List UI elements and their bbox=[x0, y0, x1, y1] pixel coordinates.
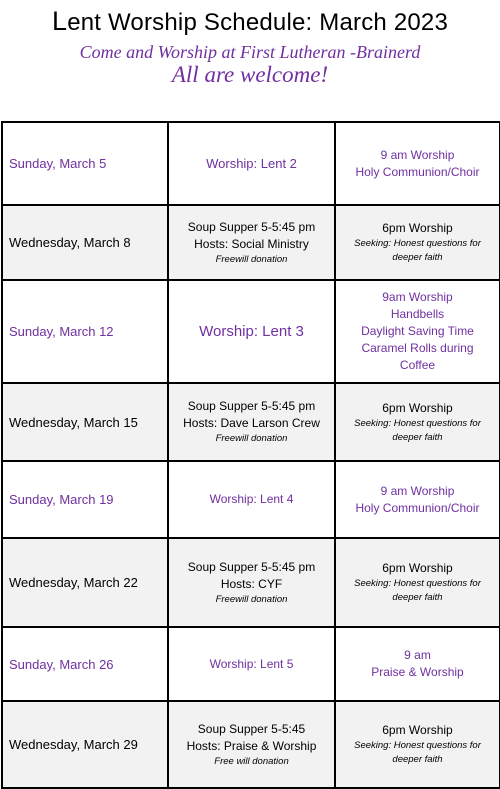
detail-line: 6pm Worship bbox=[382, 561, 453, 575]
schedule-date: Sunday, March 5 bbox=[2, 122, 168, 205]
schedule-row bbox=[2, 701, 500, 788]
schedule-event bbox=[168, 122, 335, 205]
detail-note: Seeking: Honest questions for bbox=[354, 578, 481, 589]
title-text: ent Worship Schedule: March 2023 bbox=[67, 9, 449, 36]
detail-line: 6pm Worship bbox=[382, 400, 453, 415]
schedule-row bbox=[2, 383, 500, 461]
schedule-row bbox=[2, 122, 500, 205]
schedule-date: Wednesday, March 29 bbox=[2, 701, 168, 788]
detail-line: Soup Supper 5-5:45 pm bbox=[187, 559, 316, 574]
detail-note: deeper faith bbox=[392, 754, 443, 765]
detail-line: 6pm Worship bbox=[382, 723, 453, 737]
schedule-event bbox=[168, 205, 335, 280]
detail-note: Freewill donation bbox=[215, 433, 288, 444]
detail-line: Worship: Lent 2 bbox=[206, 156, 297, 171]
schedule-worship bbox=[335, 205, 500, 280]
detail-note: Freewill donation bbox=[215, 253, 288, 265]
schedule-worship bbox=[335, 701, 500, 788]
schedule-row bbox=[2, 280, 500, 383]
detail-line: Hosts: Dave Larson Crew bbox=[183, 416, 320, 430]
schedule-row bbox=[2, 627, 500, 701]
schedule-worship bbox=[335, 122, 500, 205]
detail-note: Freewill donation bbox=[215, 593, 288, 605]
detail-line: Daylight Saving Time bbox=[361, 324, 474, 338]
detail-line: Hosts: Social Ministry bbox=[194, 236, 309, 251]
detail-line: Hosts: Praise & Worship bbox=[186, 738, 317, 753]
detail-line: Soup Supper 5-5:45 bbox=[197, 721, 306, 736]
schedule-worship bbox=[335, 280, 500, 383]
detail-line: 9 am bbox=[404, 648, 431, 662]
detail-line: Hosts: CYF bbox=[220, 576, 283, 591]
title-initial: L bbox=[51, 6, 68, 36]
schedule-worship bbox=[335, 538, 500, 627]
detail-note: deeper faith bbox=[392, 252, 443, 263]
detail-line: Soup Supper 5-5:45 pm bbox=[187, 399, 316, 413]
schedule-date: Wednesday, March 8 bbox=[2, 205, 168, 280]
schedule-date: Wednesday, March 15 bbox=[2, 383, 168, 461]
detail-line: Praise & Worship bbox=[371, 665, 464, 679]
welcome-text: All are welcome! bbox=[171, 62, 329, 87]
detail-note: Seeking: Honest questions for bbox=[354, 740, 481, 751]
detail-note: Free will donation bbox=[214, 755, 289, 767]
schedule-event bbox=[168, 627, 335, 701]
detail-line: Holy Communion/Choir bbox=[355, 500, 480, 515]
detail-note: deeper faith bbox=[392, 592, 443, 603]
detail-note: Seeking: Honest questions for bbox=[354, 417, 481, 429]
detail-line: 6pm Worship bbox=[382, 221, 453, 235]
schedule-date: Sunday, March 26 bbox=[2, 627, 168, 701]
detail-line: Soup Supper 5-5:45 pm bbox=[187, 219, 316, 234]
schedule-row bbox=[2, 205, 500, 280]
page-title bbox=[0, 6, 500, 37]
schedule-date: Sunday, March 12 bbox=[2, 280, 168, 383]
schedule-worship bbox=[335, 383, 500, 461]
schedule-event bbox=[168, 383, 335, 461]
schedule-worship bbox=[335, 627, 500, 701]
schedule-date: Sunday, March 19 bbox=[2, 461, 168, 538]
detail-line: 9am Worship bbox=[382, 290, 453, 304]
schedule-row bbox=[2, 538, 500, 627]
schedule-event bbox=[168, 701, 335, 788]
detail-line: Holy Communion/Choir bbox=[355, 164, 480, 179]
detail-line: Worship: Lent 3 bbox=[199, 323, 304, 340]
detail-line: Worship: Lent 5 bbox=[209, 656, 294, 671]
schedule-table bbox=[1, 121, 500, 789]
detail-note: Seeking: Honest questions for bbox=[354, 238, 481, 249]
detail-line: Handbells bbox=[390, 307, 445, 321]
schedule-date: Wednesday, March 22 bbox=[2, 538, 168, 627]
detail-line: Caramel Rolls during bbox=[361, 341, 474, 355]
schedule-worship bbox=[335, 461, 500, 538]
detail-note: deeper faith bbox=[392, 431, 443, 443]
subtitle: Come and Worship at First Lutheran -Brainerd bbox=[79, 42, 421, 62]
detail-line: Coffee bbox=[399, 358, 436, 372]
detail-line: 9 am Worship bbox=[380, 483, 455, 498]
schedule-body bbox=[2, 122, 500, 788]
schedule-row bbox=[2, 461, 500, 538]
detail-line: 9 am Worship bbox=[380, 147, 455, 162]
schedule-event bbox=[168, 280, 335, 383]
detail-line: Worship: Lent 4 bbox=[209, 492, 294, 506]
schedule-event bbox=[168, 538, 335, 627]
schedule-event bbox=[168, 461, 335, 538]
